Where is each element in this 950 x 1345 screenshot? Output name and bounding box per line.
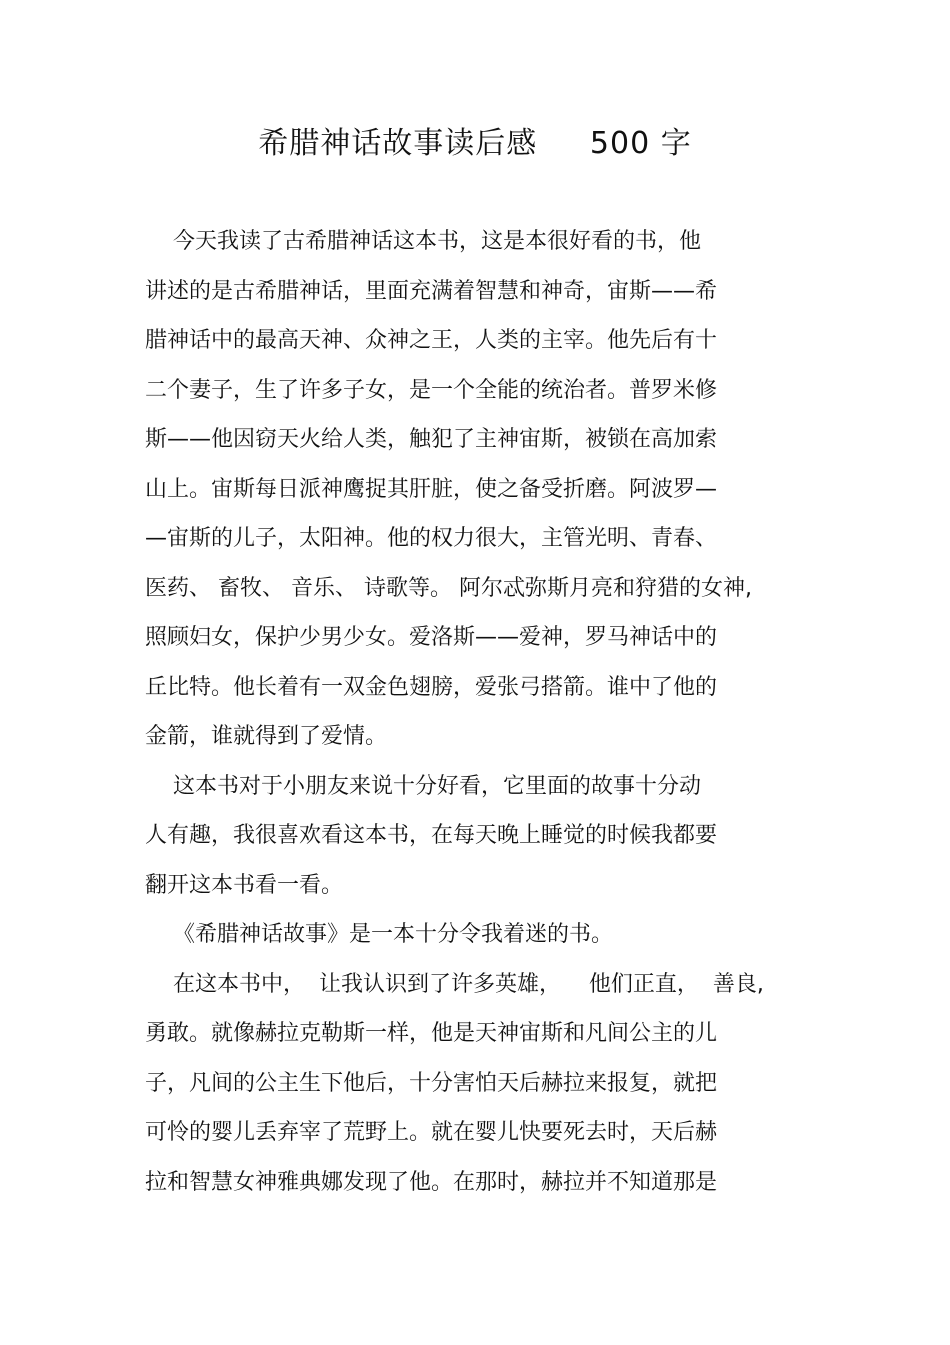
text-line: 拉和智慧女神雅典娜发现了他。在那时，赫拉并不知道那是 xyxy=(145,1169,718,1195)
text-line: 丘比特。他长着有一双金色翅膀，爱张弓搭箭。谁中了他的 xyxy=(145,674,718,700)
text-line: 在这本书中， 让我认识到了许多英雄， 他们正直， 善良, xyxy=(145,971,764,997)
text-line: 山上。宙斯每日派神鹰捉其肝脏，使之备受折磨。阿波罗— xyxy=(145,476,718,502)
text-line: 讲述的是古希腊神话，里面充满着智慧和神奇，宙斯——希 xyxy=(145,278,718,304)
text-line: 翻开这本书看一看。 xyxy=(145,872,344,898)
text-line: 今天我读了古希腊神话这本书，这是本很好看的书，他 xyxy=(145,229,701,254)
text-line: 子，凡间的公主生下他后，十分害怕天后赫拉来报复，就把 xyxy=(145,1070,718,1096)
document-title: 希腊神话故事读后感 500 字 xyxy=(258,126,692,161)
document-body xyxy=(145,222,825,1212)
text-line: 《希腊神话故事》是一本十分令我着迷的书。 xyxy=(145,922,613,947)
text-line: 二个妻子，生了许多子女，是一个全能的统治者。普罗米修 xyxy=(145,377,718,403)
text-line: 可怜的婴儿丢弃宰了荒野上。就在婴儿快要死去时，天后赫 xyxy=(145,1120,718,1145)
text-line: —宙斯的儿子，太阳神。他的权力很大，主管光明、青春、 xyxy=(145,526,718,551)
text-line: 照顾妇女，保护少男少女。爱洛斯——爱神，罗马神话中的 xyxy=(145,625,718,650)
text-line: 人有趣，我很喜欢看这本书，在每天晚上睡觉的时候我都要 xyxy=(145,823,718,848)
text-line: 腊神话中的最高天神、众神之王，人类的主宰。他先后有十 xyxy=(145,328,718,353)
text-line: 勇敢。就像赫拉克勒斯一样，他是天神宙斯和凡间公主的儿 xyxy=(145,1021,718,1046)
text-line: 斯——他因窃天火给人类，触犯了主神宙斯，被锁在高加索 xyxy=(145,427,718,452)
text-line: 这本书对于小朋友来说十分好看，它里面的故事十分动 xyxy=(145,773,701,799)
text-line: 金箭，谁就得到了爱情。 xyxy=(145,724,388,749)
text-line: 医药、 畜牧、 音乐、 诗歌等。 阿尔忒弥斯月亮和狩猎的女神, xyxy=(145,575,752,601)
